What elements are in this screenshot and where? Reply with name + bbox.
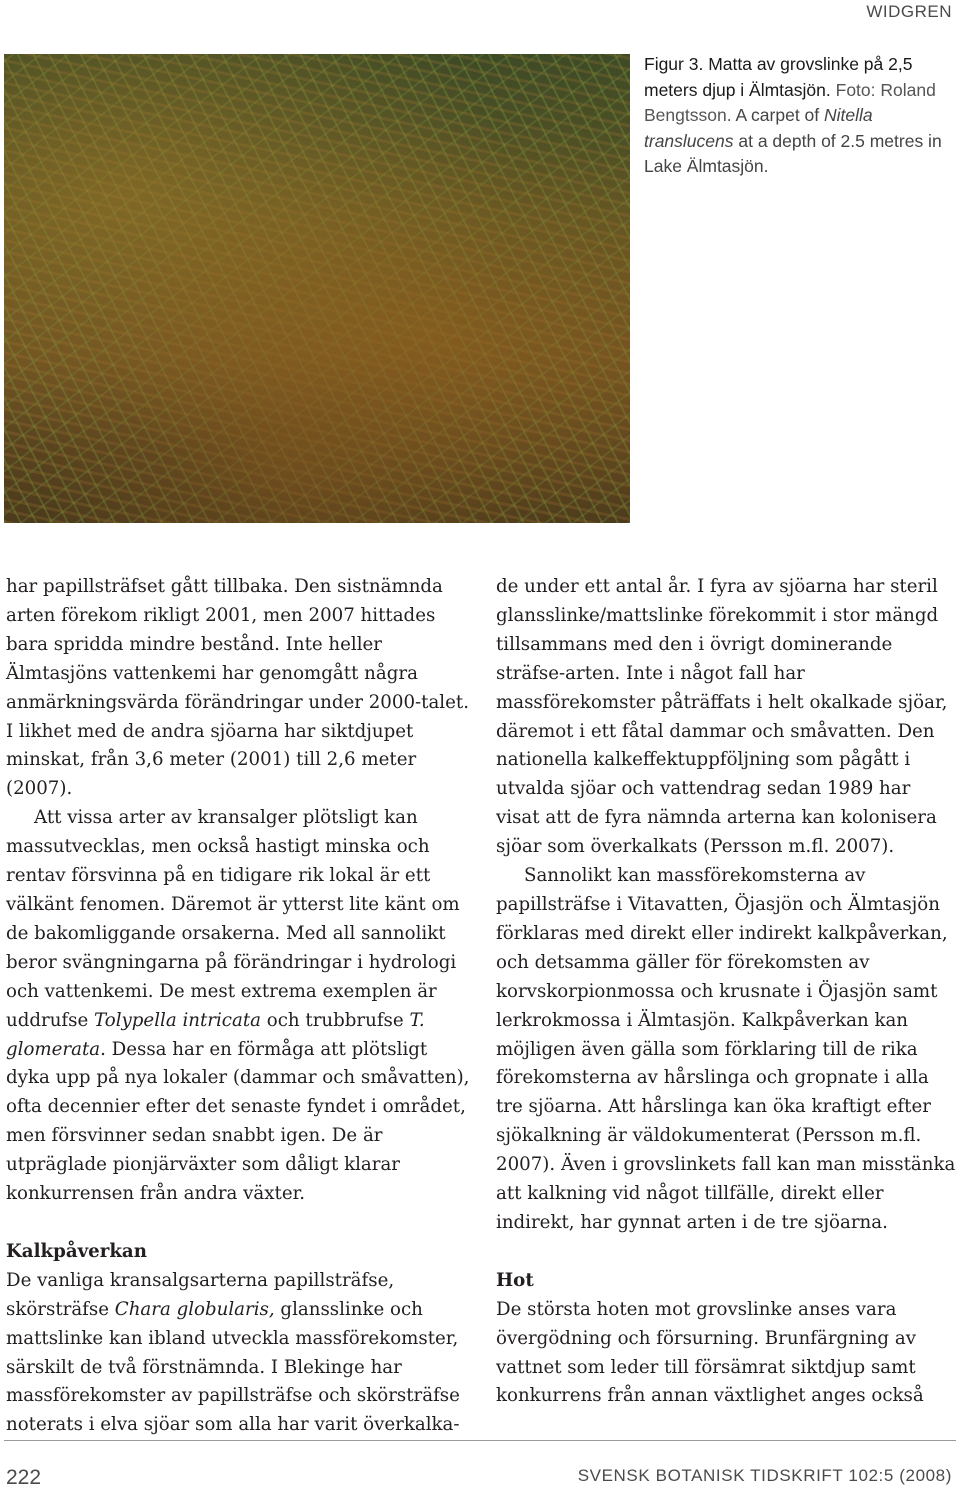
running-head: WIDGREN <box>866 2 952 21</box>
paragraph: har papillsträfset gått tillbaka. Den sistnämnda arten förekom rikligt 2001, men 2007 hittades bara spridda mindre bestånd. Inte heller Älmtasjöns vattenkemi har genomgått några anmärkningsvärda förändringar under 2000-talet. I likhet med de andra sjöarna har siktdjupet minskat, från 3,6 meter (2001) till 2,6 meter (2007). <box>6 576 469 800</box>
paragraph: De största hoten mot grovslinke anses vara övergödning och försurning. Brunfärgning av vattnet som leder till försämrat siktdjup samt konkurrens från annan växtlighet anges också <box>496 1298 924 1407</box>
figure-photo-nitella-carpet <box>4 54 630 523</box>
figure-caption <box>644 52 944 180</box>
section-heading-hot: Hot <box>496 1269 534 1291</box>
text-column-right <box>496 573 958 1411</box>
text-column-left <box>6 573 474 1440</box>
section-heading-kalkpaverkan: Kalkpåverkan <box>6 1240 147 1262</box>
paragraph: de under ett antal år. I fyra av sjöarna har steril glansslinke/mattslinke förekommit i stor mängd tillsammans med den i övrigt dominerande sträfse-arten. Inte i något fall har massförekomster påträffats i helt okalkade sjöar, däremot i ett fåtal dammar och småvatten. Den nationella kalkeffektuppföljning som pågått i utvalda sjöar och vattendrag sedan 1989 har visat att de fyra nämnda arterna kan kolonisera sjöar som överkalkats (Persson m.fl. 2007). <box>496 576 948 858</box>
journal-title: SVENSK BOTANISK TIDSKRIFT 102:5 (2008) <box>577 1466 952 1485</box>
caption-english: A carpet of Nitella translucens at a depth of 2.5 metres in Lake Älmtasjön. <box>644 105 942 176</box>
caption-swedish: Figur 3. Matta av grovslinke på 2,5 meters djup i Älmtasjön. <box>644 54 913 100</box>
paragraph: Att vissa arter av kransalger plötsligt kan massutvecklas, men också hastigt minska och rentav försvinna på en tidigare rik lokal är ett välkänt fenomen. Däremot är ytterst lite känt om de bakomliggande orsakerna. Med all sannolikt beror svängningarna på förändringar i hydrologi och vattenkemi. De mest extrema exemplen är uddrufse Tolypella intricata och trubbrufse T. glomerata. Dessa har en förmåga att plötsligt dyka upp på nya lokaler (dammar och småvatten), ofta decennier efter det senaste fyndet i området, men försvinner sedan snabbt igen. De är utpräglade pionjärväxter som dåligt klarar konkurrensen från andra växter. <box>6 807 470 1205</box>
paragraph: De vanliga kransalgsarterna papillsträfse, skörsträfse Chara globularis, glansslinke och mattslinke kan ibland utveckla massförekomster, särskilt de två förstnämnda. I Blekinge har massförekomster av papillsträfse och skörsträfse noterats i elva sjöar som alla har varit överkalka- <box>6 1269 460 1436</box>
footer-divider <box>4 1440 956 1441</box>
paragraph: Sannolikt kan massförekomsterna av papillsträfse i Vitavatten, Öjasjön och Älmtasjön förklaras med direkt eller indirekt kalkpåverkan, och detsamma gäller för förekomsten av korvskorpionmossa och krusnate i Öjasjön samt lerkrokmossa i Älmtasjön. Kalkpåverkan kan möjligen även gälla som förklaring till de rika förekomsterna av hårslinga och gropnate i alla tre sjöarna. Att hårslinga kan öka kraftigt efter sjökalkning är väldokumenterat (Persson m.fl. 2007). Även i grovslinkets fall kan man misstänka att kalkning vid något tillfälle, direkt eller indirekt, har gynnat arten i de tre sjöarna. <box>496 865 956 1233</box>
page-number: 222 <box>6 1466 42 1489</box>
caption-photo-credit: Foto: Roland Bengtsson. <box>644 79 936 125</box>
